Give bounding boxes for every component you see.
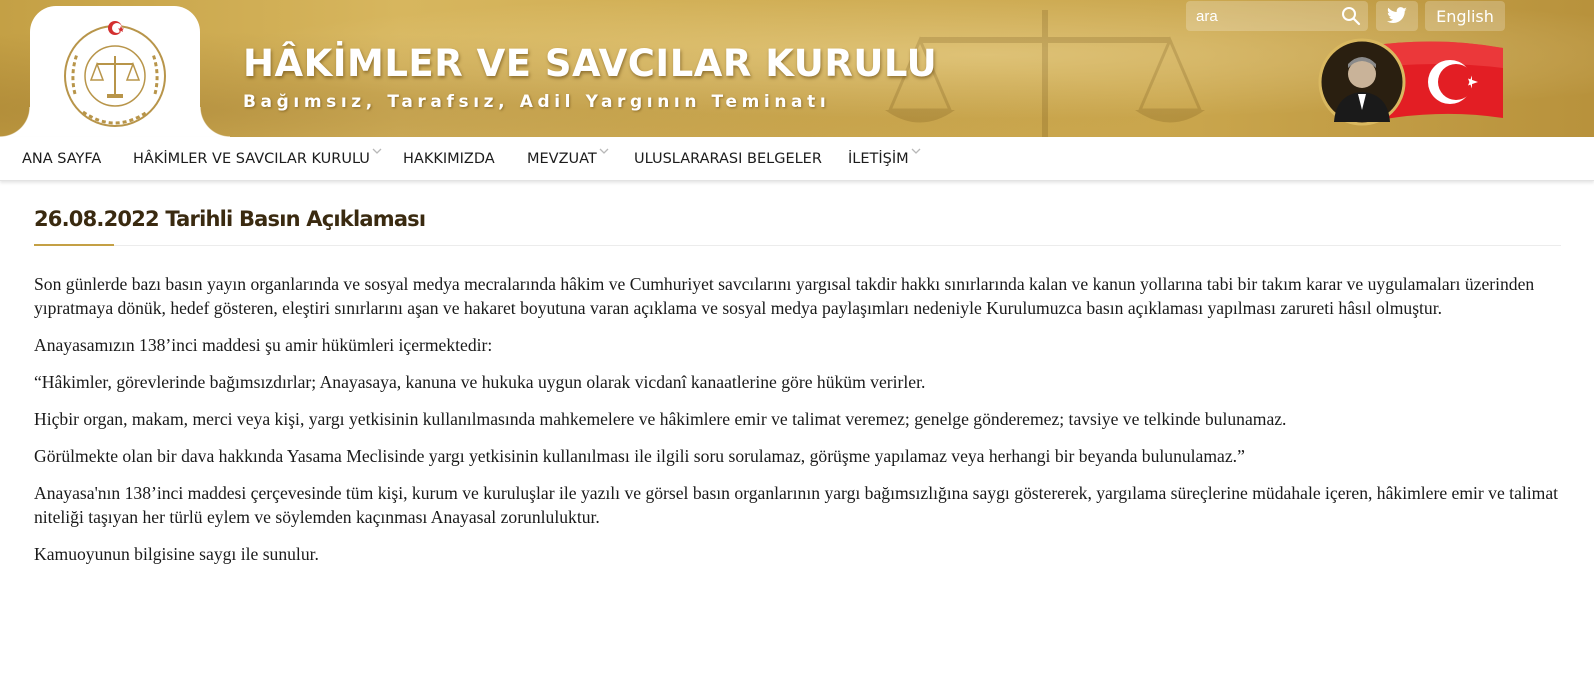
nav-item-iletisim[interactable]: [848, 151, 921, 173]
chevron-down-icon: [599, 147, 609, 155]
search-button[interactable]: [1334, 1, 1368, 31]
nav-item-label: HAKKIMIZDA: [403, 151, 495, 167]
site-subtitle: Bağımsız, Tarafsız, Adil Yargının Teminatı: [243, 92, 831, 112]
nav-item-label: İLETİŞİM: [848, 151, 909, 167]
article-paragraph: “Hâkimler, görevlerinde bağımsızdırlar; Anayasaya, kanuna ve hukuka uygun olarak vicdanî kanaatlerine göre hüküm verirler.: [34, 372, 926, 392]
nav-item-ana-sayfa[interactable]: [22, 151, 101, 173]
article-paragraph: Anayasa'nın 138’inci maddesi çerçevesinde tüm kişi, kurum ve kuruluşlar ile yazılı ve görsel basın organlarının yargı bağımsızlığına saygı göstererek, yargılama süreçlerine müdahale içeren, hâkimlere emir ve talimat niteliği taşıyan her türlü eylem ve söylemden kaçınması Anayasal zorunluluktur.: [34, 483, 1559, 527]
page-title: 26.08.2022 Tarihli Basın Açıklaması: [34, 207, 426, 231]
nav-item-hakkimizda[interactable]: [403, 151, 495, 173]
chevron-down-icon: [911, 147, 921, 155]
site-title: HÂKİMLER VE SAVCILAR KURULU: [243, 42, 938, 85]
nav-item-label: ULUSLARARASI BELGELER: [634, 151, 822, 167]
nav-item-label: MEVZUAT: [527, 151, 597, 167]
logo-container[interactable]: [30, 6, 200, 137]
article-paragraph: Kamuoyunun bilgisine saygı ile sunulur.: [34, 544, 319, 564]
search-icon: [1341, 6, 1361, 26]
article-body: [34, 272, 1561, 579]
article-paragraph: Görülmekte olan bir dava hakkında Yasama Meclisinde yargı yetkisinin kullanılması ile ilgili soru sorulamaz, görüşme yapılamaz veya herhangi bir beyanda bulunulamaz.”: [34, 446, 1245, 466]
nav-item-uluslararasi-belgeler[interactable]: [634, 151, 822, 173]
article-paragraph: Son günlerde bazı basın yayın organlarında ve sosyal medya mecralarında hâkim ve Cumhuriyet savcılarını yargısal takdir hakkı sınırlarında kalan ve kanun yollarına tabi bir takım karar ve uygulamaları üzerinden yıpratmaya dönük, hedef gösteren, eleştiri sınırlarını aşan ve hakaret boyutuna varan açıklama ve sosyal medya paylaşımları nedeniyle Kurulumuzca basın açıklaması yapılması zarureti hâsıl olmuştur.: [34, 274, 1535, 318]
nav-item-mevzuat[interactable]: [527, 151, 609, 173]
twitter-icon: [1386, 7, 1408, 25]
search-input[interactable]: [1186, 2, 1334, 30]
title-divider: [34, 245, 1561, 246]
article-paragraph: Anayasamızın 138’inci maddesi şu amir hükümleri içermektedir:: [34, 335, 493, 355]
twitter-button[interactable]: [1376, 1, 1418, 31]
site-header: [0, 0, 1594, 137]
nav-item-label: HÂKİMLER VE SAVCILAR KURULU: [133, 151, 370, 167]
nav-item-label: ANA SAYFA: [22, 151, 102, 167]
main-navigation: [0, 137, 1594, 181]
article-paragraph: Hiçbir organ, makam, merci veya kişi, yargı yetkisinin kullanılmasında mahkemelere ve hâkimlere emir ve talimat veremez; genelge gönderemez; tavsiye ve telkinde bulunamaz.: [34, 409, 1287, 429]
search-box: [1186, 1, 1368, 31]
ataturk-flag-icon: [1318, 38, 1508, 128]
english-language-button[interactable]: English: [1425, 1, 1505, 31]
chevron-down-icon: [372, 147, 382, 155]
hsk-logo-icon: [55, 14, 175, 134]
nav-item-hsk[interactable]: [133, 151, 382, 173]
title-accent-bar: [34, 244, 114, 246]
